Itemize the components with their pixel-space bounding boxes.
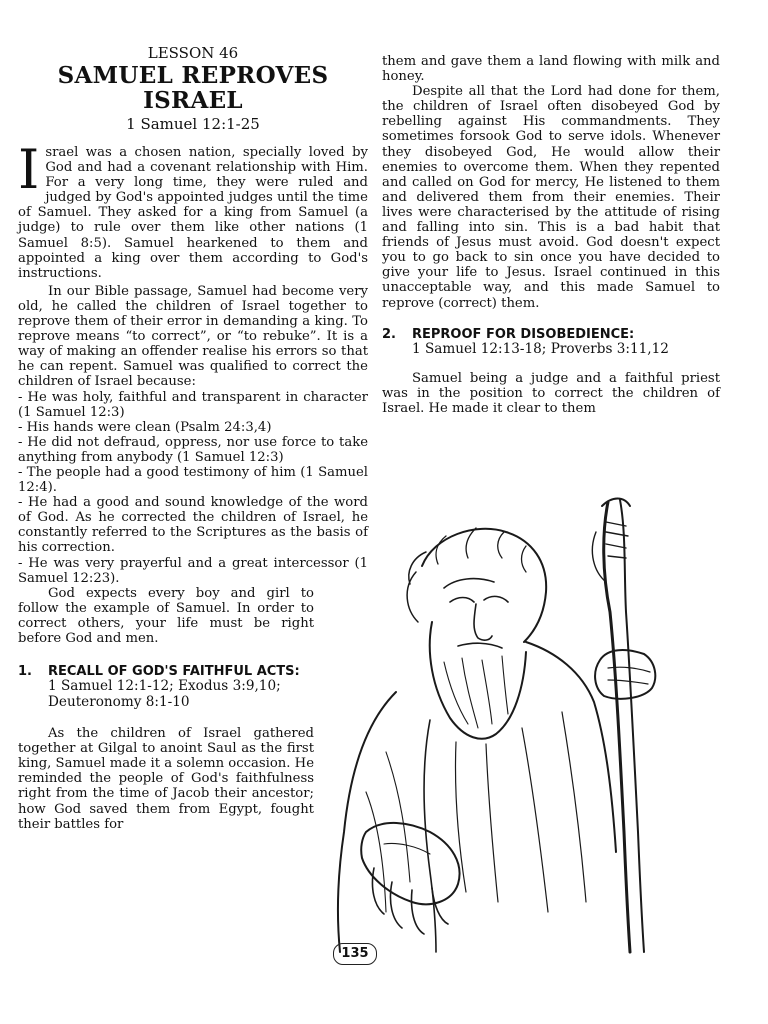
- section-2-heading-row: [382, 327, 720, 342]
- section-1: [18, 664, 314, 832]
- lesson-title: SAMUEL REPROVES ISRAEL: [57, 62, 329, 114]
- continued-paragraph: them and gave them a land flowing with milk and honey.: [382, 54, 720, 85]
- samuel-with-staff-illustration: [326, 492, 746, 954]
- section-2-number: 2.: [382, 326, 396, 342]
- section-1-reference: 1 Samuel 12:1-12; Exodus 3:9,10; Deuteronomy 8:1-10: [48, 678, 281, 710]
- qualification-item: - He did not defraud, oppress, nor use force to take anything from anybody (1 Samuel 12:3): [18, 434, 368, 465]
- section-2-reference: 1 Samuel 12:13-18; Proverbs 3:11,12: [412, 340, 669, 357]
- section-1-paragraph: As the children of Israel gathered together at Gilgal to anoint Saul as the first king, Samuel made it a solemn occasion. He reminded the people of God's faithfulness right from the time of Jacob their ancestor; how God saved them from Egypt, fought their battles for: [18, 726, 314, 832]
- section-2-paragraph: Samuel being a judge and a faithful priest was in the position to correct the children of Israel. He made it clear to them: [382, 371, 720, 417]
- left-column: [18, 44, 368, 832]
- bible-passage-paragraph: In our Bible passage, Samuel had become very old, he called the children of Israel together to reprove them of their error in demanding a king. To reprove means “to correct”, or “to rebuke”. It is a way of making an offender realise his errors so that he can repent. Samuel was qualified to correct the children of Israel because:: [18, 283, 368, 390]
- qualification-item: - The people had a good testimony of him (1 Samuel 12:4).: [18, 464, 368, 496]
- qualification-item: - His hands were clean (Psalm 24:3,4): [18, 419, 272, 435]
- section-1-number: 1.: [18, 664, 32, 680]
- disobedience-paragraph: Despite all that the Lord had done for them, the children of Israel often disobeyed God by rebelling against His commandments. They sometimes forsook God to serve idols. Whenever they disobeyed God, He would allow their enemies to overcome them. When they repented and called on God for mercy, He listened to them and delivered them from their enemies. Their lives were characterised by the attitude of rising and falling into sin. This is a bad habit that friends of Jesus must avoid. God doesn't expect you to go back to sin once you have decided to give your life to Jesus. Israel continued in this unacceptable way, and this made Samuel to reprove (correct) them.: [382, 84, 720, 311]
- qualification-item: - He had a good and sound knowledge of the word of God. As he corrected the children of Israel, he constantly referred to the Scriptures as the basis of his correction.: [18, 495, 368, 556]
- example-paragraph: God expects every boy and girl to follow the example of Samuel. In order to correct others, your life must be right before God and men.: [18, 585, 314, 646]
- lesson-scripture: 1 Samuel 12:1-25: [126, 115, 260, 133]
- section-1-heading-row: [18, 664, 314, 679]
- qualification-item: - He was very prayerful and a great intercessor (1 Samuel 12:23).: [18, 555, 368, 586]
- lesson-number: LESSON 46: [147, 44, 239, 62]
- section-2: [382, 327, 720, 417]
- section-2-heading: REPROOF FOR DISOBEDIENCE:: [412, 326, 635, 342]
- section-1-heading: RECALL OF GOD'S FAITHFUL ACTS:: [48, 664, 300, 680]
- page-number: 135: [333, 943, 377, 965]
- qualifications-list: [18, 390, 368, 586]
- qualification-item: - He was holy, faithful and transparent in character (1 Samuel 12:3): [18, 389, 368, 420]
- drop-cap: I: [18, 138, 40, 201]
- intro-paragraph-text: srael was a chosen nation, specially loved by God and had a covenant relationship with Him. For a very long time, they were ruled and judged by God's appointed judges until the time of Samuel. They asked for a king from Samuel (a judge) to rule over them like other nations (1 Samuel 8:5). Samuel hearkened to them and appointed a king over them according to God's instructions.: [18, 145, 368, 281]
- right-column: [382, 54, 720, 416]
- intro-paragraph: [18, 138, 368, 281]
